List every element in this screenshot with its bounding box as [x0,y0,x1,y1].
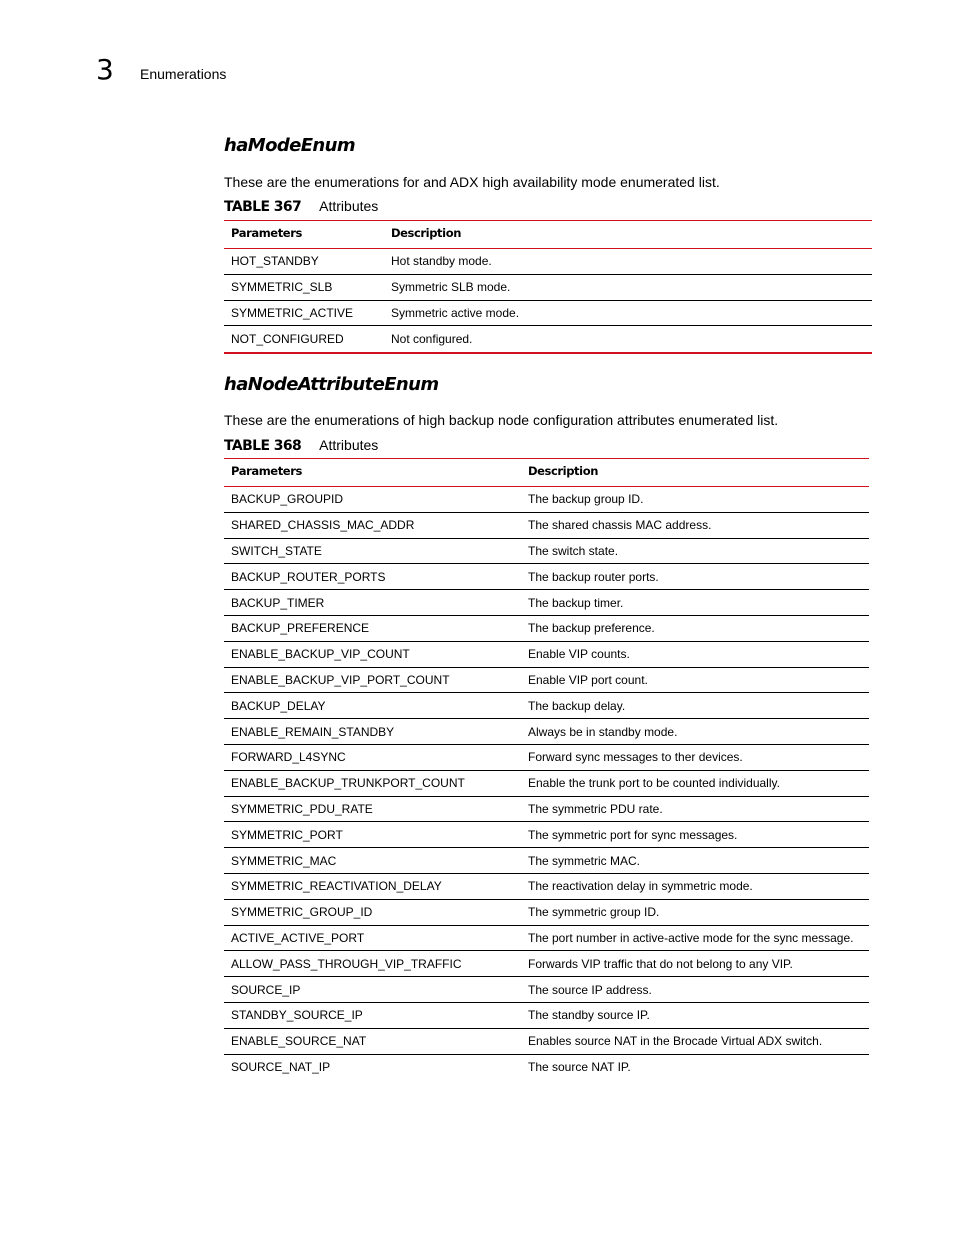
parameter-cell: SOURCE_IP [231,982,301,997]
table-row [224,564,869,590]
parameter-cell: ENABLE_REMAIN_STANDBY [231,724,395,739]
parameter-cell: SYMMETRIC_MAC [231,853,337,868]
table-row [224,926,869,952]
parameter-cell: ENABLE_BACKUP_TRUNKPORT_COUNT [231,776,465,791]
table-row [224,1029,869,1055]
section-heading-hamodeenum: haModeEnum [224,135,356,156]
parameter-cell: SOURCE_NAT_IP [231,1060,331,1075]
table-368 [224,458,869,1080]
parameter-cell: ACTIVE_ACTIVE_PORT [231,930,365,945]
table-row [224,590,869,616]
table-header-row [224,221,872,249]
description-cell: The source IP address. [528,982,652,997]
description-cell: The symmetric PDU rate. [528,801,663,816]
table-row [224,326,872,352]
parameter-cell: SYMMETRIC_REACTIVATION_DELAY [231,879,442,894]
table-row [224,616,869,642]
table-row [224,249,872,275]
table-row [224,642,869,668]
column-header-parameters: Parameters [231,226,302,240]
parameter-cell: SYMMETRIC_SLB [231,280,333,295]
description-cell: Symmetric SLB mode. [391,280,511,295]
section-heading-hanodeattributeenum: haNodeAttributeEnum [224,374,439,395]
table-row [224,693,869,719]
parameter-cell: ENABLE_BACKUP_VIP_COUNT [231,647,410,662]
description-cell: Enable VIP port count. [528,672,648,687]
table-row [224,771,869,797]
table-row [224,668,869,694]
column-header-description: Description [528,464,598,478]
description-cell: Enables source NAT in the Brocade Virtual ADX switch. [528,1034,823,1049]
column-header-parameters: Parameters [231,464,302,478]
description-cell: The backup timer. [528,595,624,610]
description-cell: The switch state. [528,543,619,558]
parameter-cell: NOT_CONFIGURED [231,332,344,347]
description-cell: Enable VIP counts. [528,647,630,662]
parameter-cell: ALLOW_PASS_THROUGH_VIP_TRAFFIC [231,956,462,971]
parameter-cell: ENABLE_SOURCE_NAT [231,1034,367,1049]
parameter-cell: SYMMETRIC_PORT [231,827,343,842]
table-row [224,797,869,823]
description-cell: The source NAT IP. [528,1060,631,1075]
description-cell: The standby source IP. [528,1008,650,1023]
table-body [224,487,869,1080]
table-row [224,513,869,539]
table-row [224,1055,869,1081]
column-header-description: Description [391,226,461,240]
table-row [224,900,869,926]
table-caption-367 [224,197,378,216]
description-cell: Not configured. [391,332,473,347]
parameter-cell: BACKUP_ROUTER_PORTS [231,569,386,584]
table-header-row [224,459,869,487]
parameter-cell: SYMMETRIC_PDU_RATE [231,801,373,816]
table-number: TABLE 368 [224,438,302,454]
table-title: Attributes [319,437,379,453]
section-intro-hamodeenum: These are the enumerations for and ADX high availability mode enumerated list. [224,174,720,190]
table-row [224,951,869,977]
parameter-cell: BACKUP_DELAY [231,698,326,713]
description-cell: The port number in active-active mode for the sync message. [528,930,854,945]
parameter-cell: STANDBY_SOURCE_IP [231,1008,363,1023]
description-cell: The reactivation delay in symmetric mode. [528,879,753,894]
parameter-cell: SYMMETRIC_ACTIVE [231,305,354,320]
chapter-title: Enumerations [140,66,227,82]
description-cell: Hot standby mode. [391,254,492,269]
parameter-cell: SYMMETRIC_GROUP_ID [231,905,373,920]
description-cell: The backup group ID. [528,492,644,507]
parameter-cell: BACKUP_PREFERENCE [231,621,370,636]
description-cell: The backup router ports. [528,569,659,584]
table-row [224,719,869,745]
table-row [224,822,869,848]
description-cell: Enable the trunk port to be counted individually. [528,776,780,791]
table-row [224,874,869,900]
table-body [224,249,872,352]
table-row [224,1003,869,1029]
description-cell: The symmetric MAC. [528,853,641,868]
description-cell: The shared chassis MAC address. [528,518,712,533]
description-cell: The backup preference. [528,621,655,636]
parameter-cell: SHARED_CHASSIS_MAC_ADDR [231,518,415,533]
table-row [224,539,869,565]
table-row [224,977,869,1003]
table-367 [224,220,872,354]
description-cell: Symmetric active mode. [391,305,520,320]
table-title: Attributes [319,198,379,214]
table-row [224,487,869,513]
table-row [224,745,869,771]
table-number: TABLE 367 [224,199,302,215]
description-cell: The symmetric port for sync messages. [528,827,738,842]
parameter-cell: HOT_STANDBY [231,254,319,269]
description-cell: The symmetric group ID. [528,905,660,920]
parameter-cell: BACKUP_TIMER [231,595,325,610]
description-cell: Forward sync messages to ther devices. [528,750,743,765]
parameter-cell: ENABLE_BACKUP_VIP_PORT_COUNT [231,672,450,687]
table-bottom-rule [224,352,872,354]
table-row [224,275,872,301]
table-row [224,848,869,874]
parameter-cell: FORWARD_L4SYNC [231,750,346,765]
parameter-cell: SWITCH_STATE [231,543,322,558]
table-row [224,301,872,327]
description-cell: The backup delay. [528,698,626,713]
description-cell: Always be in standby mode. [528,724,678,739]
chapter-number: 3 [96,53,114,86]
description-cell: Forwards VIP traffic that do not belong to any VIP. [528,956,793,971]
section-intro-hanodeattributeenum: These are the enumerations of high backup node configuration attributes enumerated list. [224,412,779,428]
parameter-cell: BACKUP_GROUPID [231,492,344,507]
table-caption-368 [224,436,378,455]
